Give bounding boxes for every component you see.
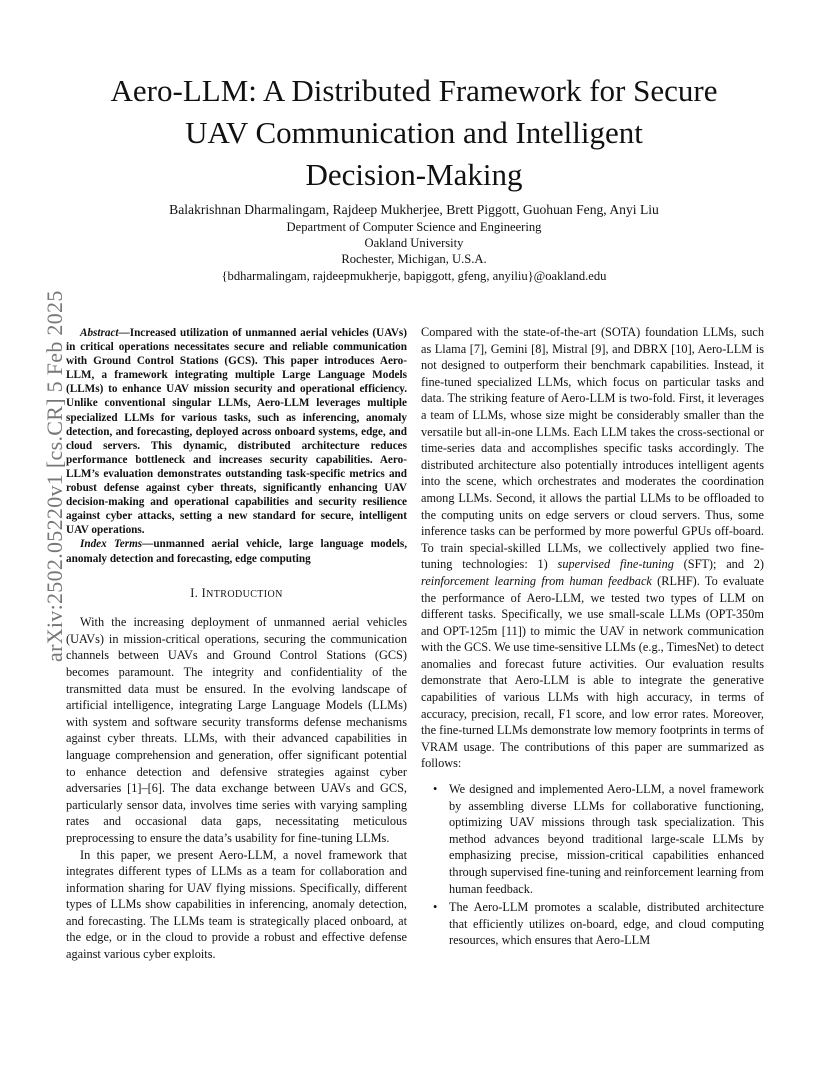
right-column bbox=[421, 324, 764, 951]
emails: {bdharmalingam, rajdeepmukherje, bapiggott, gfeng, anyiliu}@oakland.edu bbox=[221, 268, 607, 283]
section-initial: I bbox=[201, 585, 207, 600]
paragraph-text: (SFT); and 2) bbox=[673, 557, 764, 572]
intro-paragraph-2: In this paper, we present Aero-LLM, a novel framework that integrates different types of LLMs as a team for collaboration and information sharing for UAV flying missions. Specifically, different types of LLMs show capabilities in inferencing, anomaly detection, and forecasting. The LLMs team is strategically placed onboard, at the edge, or in the cloud to provide a robust and effective defense against various cyber exploits. bbox=[66, 847, 407, 962]
section-number: I. bbox=[190, 585, 202, 600]
title-line: Decision-Making bbox=[305, 157, 523, 192]
intro-paragraph-1: With the increasing deployment of unmanned aerial vehicles (UAVs) in mission-critical operations, securing the communication channels between UAVs and Ground Control Stations (GCS) becomes paramount. The integrity and confidentiality of the transmitted data must be ensured. In the evolving landscape of artificial intelligence, integrating Large Language Models (LLMs) with system and software security transforms defense mechanisms against cyber threats. LLMs, with their advanced capabilities in language comprehension and generation, offer significant potential to enhance detection and defensive strategies against cyber adversaries [1]–[6]. The data exchange between UAVs and GCS, particularly sensor data, involves time series with varying sampling rates and occasional data gaps, necessitating meticulous preprocessing to ensure the data’s usability for fine-tuning LLMs. bbox=[66, 615, 407, 845]
abstract-text: —Increased utilization of unmanned aerial vehicles (UAVs) in critical operations necessitates secure and reliable communication with Ground Control Stations (GCS). This paper introduces Aero-LLM, a framework integrating multiple Large Language Models (LLMs) to enhance UAV mission security and operational efficiency. Unlike conventional singular LLMs, Aero-LLM leverages multiple specialized LLMs for various tasks, such as inferencing, anomaly detection, and forecasting, deployed across onboard systems, edge, and cloud servers. This dynamic, distributed architecture reduces performance bottleneck and increases security capabilities. Aero-LLM’s evaluation demonstrates outstanding task-specific metrics and robust defense against cyber threats, significantly enhancing UAV decision-making and operational capabilities and security resilience against cyber attacks, setting a new standard for secure, intelligent UAV operations. bbox=[66, 327, 407, 537]
section-heading bbox=[66, 585, 407, 604]
title-line: UAV Communication and Intelligent bbox=[185, 115, 643, 150]
location: Rochester, Michigan, U.S.A. bbox=[341, 252, 487, 267]
sft-term: supervised fine-tuning bbox=[557, 557, 674, 572]
bullet-icon: • bbox=[433, 900, 438, 915]
index-terms-label: Index Terms bbox=[80, 538, 143, 551]
abstract-label: Abstract bbox=[80, 327, 119, 339]
contributions-list bbox=[421, 781, 764, 949]
contribution-text: The Aero-LLM promotes a scalable, distributed architecture that efficiently utilizes on-board, edge, and cloud computing resources, which ensures that Aero-LLM bbox=[449, 900, 764, 948]
left-column bbox=[66, 326, 407, 963]
list-item bbox=[421, 781, 764, 897]
abstract bbox=[66, 326, 407, 537]
department: Department of Computer Science and Engineering bbox=[286, 220, 542, 234]
paragraph-text: Compared with the state-of-the-art (SOTA) foundation LLMs, such as Llama [7], Gemini [8], Mistral [9], and DBRX [10], Aero-LLM is not designed to outperform their benchmark capabilities. Instead, it fine-tuned specialized LLMs, which focus on particular tasks and data. The striking feature of Aero-LLM is two-fold. First, it leverages a team of LLMs, whose size might be considerably smaller than the versatile but all-in-one LLMs. Each LLM takes the cross-sectional or time-series data and accomplishes specific tasks accordingly. The distributed architecture also potentially introduces intelligent agents into the scene, which orchestrates and moderates the coordination among LLMs. Second, it allows the partial LLMs to be offloaded to the computing units on edge servers or cloud servers. Thus, some inference tasks can be performed by more powerful GPUs off-board. To train special-skilled LLMs, we collectively applied two fine-tuning technologies: 1) bbox=[421, 325, 764, 572]
section-title-rest: NTRODUCTION bbox=[206, 588, 283, 600]
affiliation bbox=[60, 219, 768, 284]
rlhf-term: reinforcement learning from human feedback bbox=[421, 573, 652, 588]
bullet-icon: • bbox=[433, 782, 438, 797]
title-line: Aero-LLM: A Distributed Framework for Secure bbox=[110, 73, 718, 108]
intro-paragraph-3 bbox=[421, 324, 764, 772]
contribution-text: We designed and implemented Aero-LLM, a novel framework by assembling diverse LLMs for collaborative functioning, optimizing UAV missions through task specialization. This method advances beyond traditional large-scale LLMs by emphasizing precise, mission-critical capabilities enhanced through supervised fine-tuning and reinforcement learning from human feedback. bbox=[449, 782, 764, 896]
arxiv-identifier: arXiv:2502.05220v1 [cs.CR] 5 Feb 2025 bbox=[42, 290, 67, 662]
paragraph-text: (RLHF). To evaluate the performance of Aero-LLM, we tested two types of LLM on different tasks. Specifically, we use small-scale LLMs (OPT-350m and OPT-125m [11]) to mimic the UAV in network communication with the GCS. We use time-sensitive LLMs (e.g., TimesNet) to detect anomalies and forecast future activities. Our evaluation results demonstrate that Aero-LLM is able to integrate the generative capabilities of various LLMs with high accuracy, in terms of accuracy, precision, recall, F1 score, and low error rates. Moreover, the fine-turned LLMs demonstrate low memory footprints in terms of VRAM usage. The contributions of this paper are summarized as follows: bbox=[421, 573, 764, 771]
paper-title bbox=[60, 70, 768, 196]
index-terms bbox=[66, 537, 407, 565]
university: Oakland University bbox=[364, 236, 464, 251]
index-terms-text: —unmanned aerial vehicle, large language models, anomaly detection and forecasting, edge computing bbox=[66, 538, 407, 565]
list-item bbox=[421, 899, 764, 949]
author-list: Balakrishnan Dharmalingam, Rajdeep Mukherjee, Brett Piggott, Guohuan Feng, Anyi Liu bbox=[169, 202, 659, 217]
